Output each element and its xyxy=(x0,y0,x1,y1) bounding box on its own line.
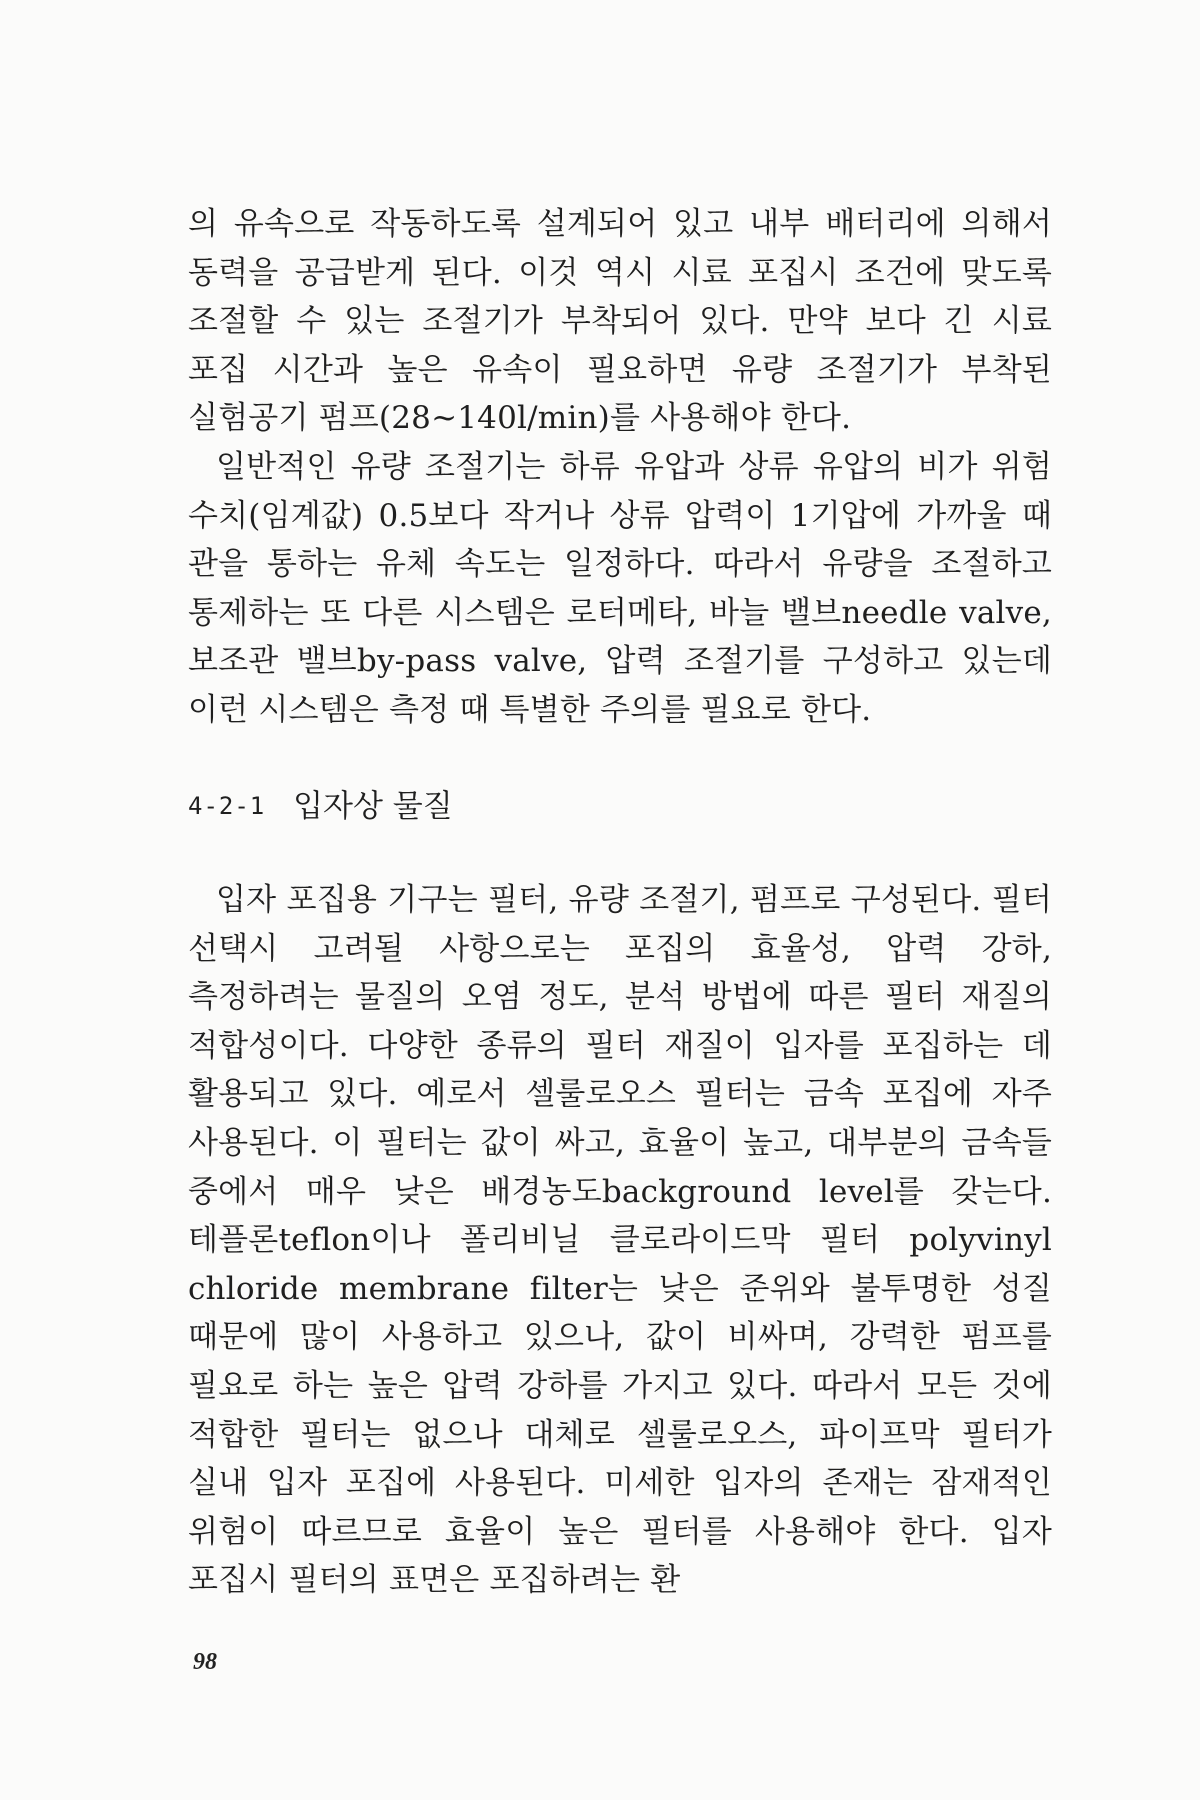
section-title: 입자상 물질 xyxy=(293,788,453,825)
paragraph-flow-regulator: 일반적인 유량 조절기는 하류 유압과 상류 유압의 비가 위험 수치(임계값) 0.5보다 작거나 상류 압력이 1기압에 가까울 때 관을 통하는 유체 속도는 일정하다. 따라서 유량을 조절하고 통제하는 또 다른 시스템은 로터메타, 바늘 밸브needle valve, 보조관 밸브by-pass valve, 압력 조절기를 구성하고 있는데 이런 시스템은 측정 때 특별한 주의를 필요로 한다. xyxy=(188,448,1052,728)
page-number: 98 xyxy=(193,1649,217,1675)
page-content xyxy=(188,200,1052,1605)
paragraph-continued: 의 유속으로 작동하도록 설계되어 있고 내부 배터리에 의해서 동력을 공급받게 된다. 이것 역시 시료 포집시 조건에 맞도록 조절할 수 있는 조절기가 부착되어 있다. 만약 보다 긴 시료 포집 시간과 높은 유속이 필요하면 유량 조절기가 부착된 실험공기 펌프(28~140l/min)를 사용해야 한다. xyxy=(188,206,1052,437)
paragraph-particulate-sampling: 입자 포집용 기구는 필터, 유량 조절기, 펌프로 구성된다. 필터 선택시 고려될 사항으로는 포집의 효율성, 압력 강하, 측정하려는 물질의 오염 정도, 분석 방법에 따른 필터 재질의 적합성이다. 다양한 종류의 필터 재질이 입자를 포집하는 데 활용되고 있다. 예로서 셀룰로오스 필터는 금속 포집에 자주 사용된다. 이 필터는 값이 싸고, 효율이 높고, 대부분의 금속들 중에서 매우 낮은 배경농도background level를 갖는다. 테플론teflon이나 폴리비닐 클로라이드막 필터 polyvinyl chloride membrane filter는 낮은 준위와 불투명한 성질 때문에 많이 사용하고 있으나, 값이 비싸며, 강력한 펌프를 필요로 하는 높은 압력 강하를 가지고 있다. 따라서 모든 것에 적합한 필터는 없으나 대체로 셀룰로오스, 파이프막 필터가 실내 입자 포집에 사용된다. 미세한 입자의 존재는 잠재적인 위험이 따르므로 효율이 높은 필터를 사용해야 한다. 입자 포집시 필터의 표면은 포집하려는 환 xyxy=(188,882,1052,1599)
section-number: 4-2-1 xyxy=(188,792,266,821)
section-heading xyxy=(188,783,1052,829)
